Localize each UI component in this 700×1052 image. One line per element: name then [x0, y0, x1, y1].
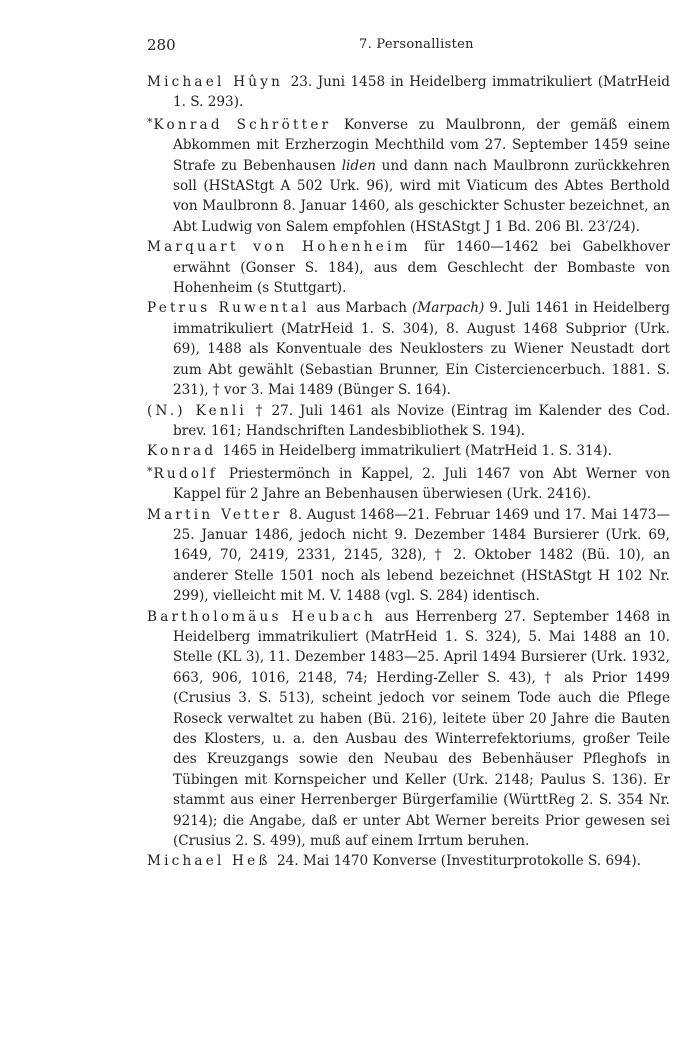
entry-text: aus Herrenberg 27. September 1468 in Heidelberg immatrikuliert (MatrHeid 1. S. 324), 5. Mai 1488 an 10. Stelle (KL 3), 11. Dezember 1483—25. April 1494 Bursierer (Urk. 1932, 663, 906, 1016, 2148, 74; Herding-Zeller S. 43), † als Prior 1499 (Crusius 3. S. 513), scheint jedoch vor seinem Tode auch die Pflege Roseck verwaltet zu haben (Bü. 216), leitete über 20 Jahre die Bauten des Klosters, u. a. den Ausbau des Winterrefektoriums, großer Teile des Kreuzgangs sowie den Neubau des Bebenhäuser Pfleghofs in Tübingen mit Kornspeicher und Keller (Urk. 2148; Paulus S. 136). Er stammt aus einer Herrenberger Bürgerfamilie (WürttReg 2. S. 354 Nr. 9214); die Angabe, daß er unter Abt Werner bereits Prior gewesen sei (Crusius 2. S. 499), muß auf einem Irrtum beruhen.: [173, 608, 670, 850]
entry-marquart-von-hohenheim: [147, 237, 670, 298]
entry-petrus-ruwental: [147, 298, 670, 400]
entry-text: 23. Juni 1458 in Heidelberg immatrikuliert (MatrHeid 1. S. 293).: [173, 74, 670, 111]
entry-konrad-schroetter: [147, 113, 670, 237]
entry-text: 24. Mai 1470 Konverse (Investiturprotokolle S. 694).: [272, 853, 642, 870]
star-mark: *: [147, 464, 153, 478]
entry-italic-text: liden: [341, 157, 376, 174]
entry-text: 8. August 1468—21. Februar 1469 und 17. Mai 1473—25. Januar 1486, jedoch nicht 9. Dezember 1484 Bursierer (Urk. 69, 1649, 70, 2419, 2331, 2145, 328), † 2. Oktober 1482 (Bü. 10), an anderer Stelle 1501 noch als lebend bezeichnet (HStAStgt H 102 Nr. 299), vielleicht mit M. V. 1488 (vgl. S. 284) identisch.: [173, 506, 670, 605]
personnel-list: [147, 72, 670, 872]
entry-text: Konverse zu Maulbronn, der gemäß einem Abkommen mit Erzherzogin Mechthild vom 27. September 1459 seine Strafe zu Bebenhausen: [173, 116, 670, 174]
entry-michael-huyn: [147, 72, 670, 113]
entry-martin-vetter: [147, 505, 670, 607]
entry-name: Michael Hûyn: [147, 74, 284, 90]
entry-name: Michael Heß: [147, 853, 271, 870]
entry-name: Bartholomäus Heubach: [147, 608, 376, 625]
entry-bartholomaeus-heubach: [147, 607, 670, 852]
entry-name: (N.) Kenli: [147, 402, 247, 419]
entry-michael-hess: [147, 851, 670, 871]
entry-n-kenli: [147, 401, 670, 442]
entry-italic-text: (Marpach): [412, 300, 485, 317]
page-header: [147, 36, 670, 58]
entry-rudolf: [147, 462, 670, 505]
running-title: 7. Personallisten: [359, 37, 474, 52]
entry-name: Konrad Schrötter: [153, 116, 332, 133]
entry-text: 1465 in Heidelberg immatrikuliert (MatrHeid 1. S. 314).: [218, 443, 612, 460]
entry-konrad: [147, 441, 670, 461]
entry-text: Priestermönch in Kappel, 2. Juli 1467 von Abt Werner von Kappel für 2 Jahre an Bebenhausen überwiesen (Urk. 2416).: [173, 465, 670, 503]
entry-name: Rudolf: [153, 465, 218, 482]
entry-name: Martin Vetter: [147, 506, 283, 523]
entry-text: aus Marbach: [311, 300, 413, 317]
entry-text-after: und dann nach Maulbronn zurückkehren soll (HStAStgt A 502 Urk. 96), wird mit Viaticum des Abtes Berthold von Maulbronn 8. Januar 1460, als geschickter Schuster bezeichnet, an Abt Ludwig von Salem empfohlen (HStAStgt J 1 Bd. 206 Bl. 23′/24).: [173, 157, 670, 235]
entry-name: Petrus Ruwental: [147, 300, 310, 317]
entry-name: Marquart von Hohenheim: [147, 239, 411, 256]
entry-text: † 27. Juli 1461 als Novize (Eintrag im Kalender des Cod. brev. 161; Handschriften Landesbibliothek S. 194).: [173, 402, 671, 439]
entry-text-after: 9. Juli 1461 in Heidelberg immatrikuliert (MatrHeid 1. S. 304), 8. August 1468 Subprior (Urk. 69), 1488 als Konventuale des Neuklosters zu Wiener Neustadt dort zum Abt gewählt (Sebastian Brunner, Ein Cisterciencerbuch. 1881. S. 231), † vor 3. Mai 1489 (Bünger S. 164).: [173, 300, 671, 399]
star-mark: *: [147, 115, 153, 129]
entry-name: Konrad: [147, 443, 217, 460]
entry-text: für 1460—1462 bei Gabelkhover erwähnt (Gonser S. 184), aus dem Geschlecht der Bombaste von Hohenheim (s Stuttgart).: [173, 239, 670, 297]
page-number: 280: [147, 36, 176, 54]
